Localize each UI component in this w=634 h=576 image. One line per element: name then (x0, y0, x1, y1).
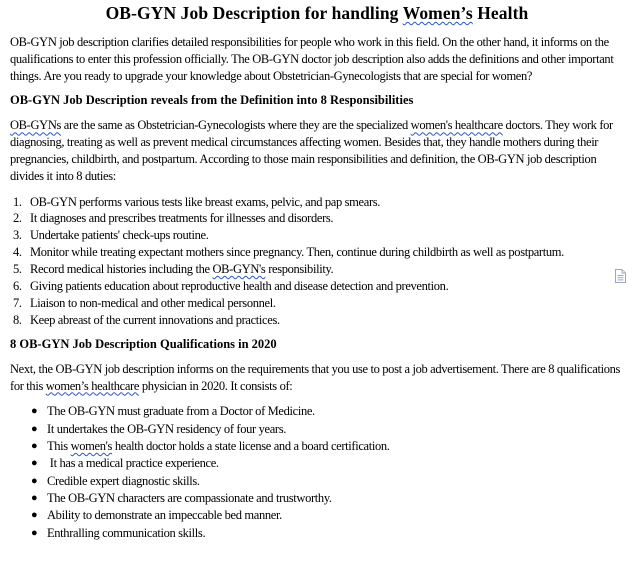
list-text-squiggle: OB-GYN's (212, 262, 266, 277)
list-item (10, 261, 624, 278)
bullet-icon: ● (31, 526, 38, 539)
title-text-1: OB-GYN Job Description for handling (105, 3, 403, 23)
definition-paragraph (10, 117, 624, 184)
list-item (10, 210, 624, 227)
qualifications-heading: 8 OB-GYN Job Description Qualifications in 2020 (10, 336, 277, 351)
bullet-icon: ● (31, 422, 38, 435)
list-item (10, 295, 624, 312)
bullet-icon: ● (31, 491, 38, 504)
list-number: 6. (13, 279, 22, 294)
intro-paragraph: OB-GYN job description clarifies detailed responsibilities for people who work in this field. On the other hand, it informs on the qualifications to enter this profession officially. The OB-GYN doctor job description also adds the definitions and other important things. Are you ready to upgrade your knowledge about Obstetrician-Gynecologists that are special for women? (10, 35, 614, 83)
list-number: 5. (13, 262, 22, 277)
requirements-paragraph (10, 361, 624, 395)
list-text: Keep abreast of the current innovations and practices. (30, 312, 280, 327)
list-text: Credible expert diagnostic skills. (47, 473, 200, 488)
list-item (10, 525, 624, 542)
list-text: Monitor while treating expectant mothers since pregnancy. Then, continue during childbirth as well as postpartum. (30, 245, 564, 260)
definition-text-1: OB-GYNs (10, 118, 62, 133)
list-item (10, 438, 624, 455)
list-text: It diagnoses and prescribes treatments for illnesses and disorders. (30, 211, 334, 226)
list-text: Undertake patients' check-ups routine. (30, 228, 209, 243)
page-title (10, 4, 624, 22)
list-number: 4. (13, 245, 22, 260)
list-item (10, 227, 624, 244)
bullet-icon: ● (31, 440, 38, 453)
list-text: Enthralling communication skills. (47, 525, 206, 540)
requirements-text-1: Next, the OB-GYN job description informs on the requirements that you use to post a job advertisement. There are 8 qualifications for this (10, 361, 621, 393)
list-text: The OB-GYN must graduate from a Doctor of Medicine. (47, 404, 315, 419)
list-text: Liaison to non-medical and other medical personnel. (30, 296, 276, 311)
list-text: It has a medical practice experience. (47, 456, 219, 471)
definition-text-3: women's healthcare (410, 118, 503, 133)
list-text: It undertakes the OB-GYN residency of four years. (47, 421, 287, 436)
list-text: OB-GYN performs various tests like breast exams, pelvic, and pap smears. (30, 194, 381, 209)
responsibilities-heading: OB-GYN Job Description reveals from the Definition into 8 Responsibilities (10, 93, 414, 108)
list-item (10, 421, 624, 438)
bullet-icon: ● (31, 474, 38, 487)
qualifications-list (10, 403, 624, 541)
title-text-3: Health (472, 3, 529, 23)
list-text-post: responsibility. (265, 262, 334, 277)
list-number: 2. (13, 211, 22, 226)
list-item (10, 473, 624, 490)
list-text-pre: This (47, 439, 71, 454)
bullet-icon: ● (31, 509, 38, 522)
list-text: Ability to demonstrate an impeccable bed manner. (47, 508, 282, 523)
list-item (10, 490, 624, 507)
requirements-text-3: physician in 2020. It consists of: (139, 378, 293, 393)
list-item (10, 507, 624, 524)
note-icon[interactable] (615, 269, 626, 283)
definition-text-2: are the same as Obstetrician-Gynecologists where they are the specialized (61, 118, 411, 133)
list-item (10, 278, 624, 295)
title-text-2: Women’s (402, 3, 473, 23)
list-item (10, 403, 624, 420)
list-number: 1. (13, 194, 22, 209)
duties-list (10, 194, 624, 329)
list-text-squiggle: women's (70, 439, 113, 454)
list-item (10, 312, 624, 329)
bullet-icon: ● (31, 457, 38, 470)
list-number: 3. (13, 228, 22, 243)
list-text: Giving patients education about reproductive health and disease detection and prevention. (30, 279, 449, 294)
list-text: The OB-GYN characters are compassionate and trustworthy. (47, 490, 332, 505)
definition-text-4: doctors. They work for diagnosing, treating as well as prevent medical circumstances affecting women. Besides that, they handle mothers during their pregnancies, childbirth, and postpartum. According to those main responsibilities and definition, the OB-GYN job description divides it into 8 duties: (10, 118, 613, 183)
list-item (10, 244, 624, 261)
bullet-icon: ● (31, 405, 38, 418)
list-item (10, 455, 624, 472)
list-number: 7. (13, 296, 22, 311)
list-item (10, 194, 624, 211)
requirements-text-2: women’s healthcare (45, 378, 140, 393)
list-text-pre: Record medical histories including the (30, 262, 213, 277)
list-number: 8. (13, 312, 22, 327)
list-text-post: health doctor holds a state license and a board certification. (112, 439, 390, 454)
